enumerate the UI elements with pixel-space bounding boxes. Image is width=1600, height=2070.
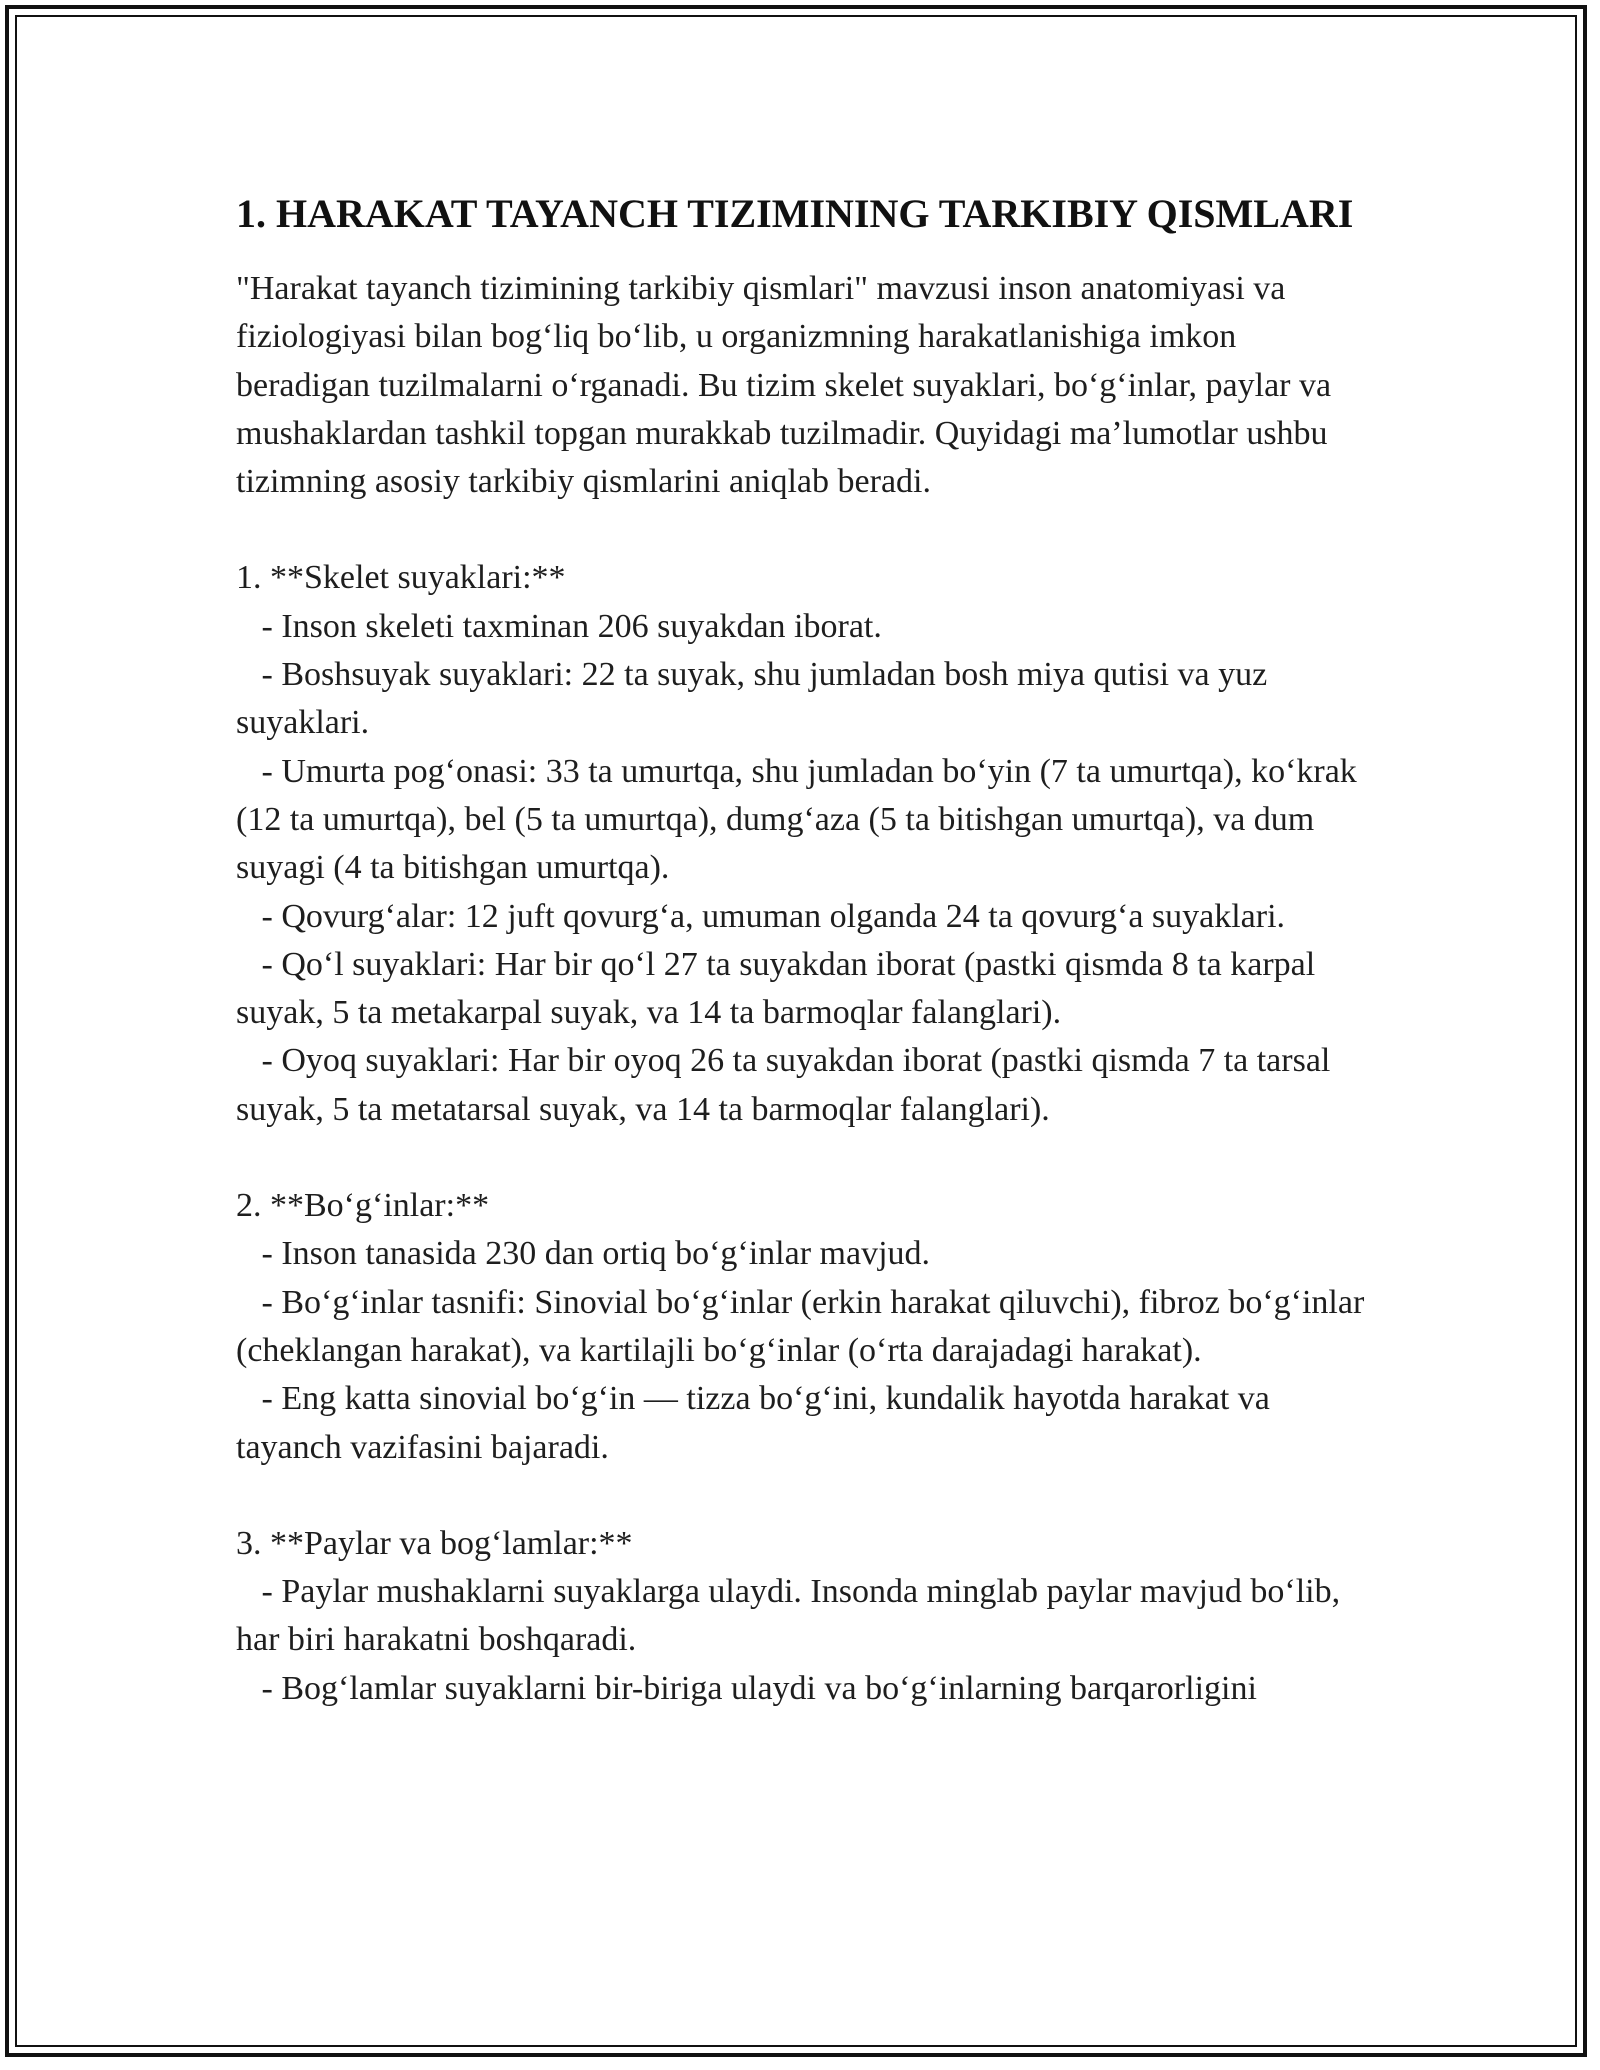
intro-paragraph: "Harakat tayanch tizimining tarkibiy qismlari" mavzusi inson anatomiyasi va fiziologiyasi bilan bog‘liq bo‘lib, u organizmning harakatlanishiga imkon beradigan tuzilmalarni o‘rganadi. Bu tizim skelet suyaklari, bo‘g‘inlar, paylar va mushaklardan tashkil topgan murakkab tuzilmadir. Quyidagi ma’lumotlar ushbu tizimning asosiy tarkibiy qismlarini aniqlab beradi. [236,270,1332,501]
bullet-indent [236,1573,262,1610]
section-heading: 1. **Skelet suyaklari:** [236,559,566,597]
bullet-text: - Qovurg‘alar: 12 juft qovurg‘a, umuman olganda 24 ta qovurg‘a suyaklari. [261,897,1286,935]
document-body [236,186,1366,1713]
bullet-text: - Eng katta sinovial bo‘g‘in — tizza bo‘g‘ini, kundalik hayotda harakat va tayanch vazifasini bajaradi. [236,1380,1270,1466]
section-bullet [236,941,1366,1038]
bullet-text: - Boshsuyak suyaklari: 22 ta suyak, shu jumladan bosh miya qutisi va yuz suyaklari. [236,656,1268,742]
bullet-indent [236,1670,262,1707]
section-spacer [236,506,1366,554]
section-bullet [236,1037,1366,1134]
bullet-indent [236,1284,262,1321]
bullet-text: - Umurta pog‘onasi: 33 ta umurtqa, shu jumladan bo‘yin (7 ta umurtqa), ko‘krak (12 ta umurtqa), bel (5 ta umurtqa), dumg‘aza (5 ta bitishgan umurtqa), va dum suyagi (4 ta bitishgan umurtqa). [236,752,1357,887]
bullet-indent [236,753,262,790]
section-bullet [236,893,1366,941]
sections-container [236,506,1366,1713]
bullet-text: - Paylar mushaklarni suyaklarga ulaydi. Insonda minglab paylar mavjud bo‘lib, har biri harakatni boshqaradi. [236,1573,1341,1659]
section-bullet [236,1568,1366,1665]
bullet-indent [236,946,262,983]
bullet-indent [236,608,262,645]
bullet-indent [236,1235,262,1272]
section-bullet [236,1230,1366,1278]
bullet-text: - Qo‘l suyaklari: Har bir qo‘l 27 ta suyakdan iborat (pastki qismda 8 ta karpal suyak, 5 ta metakarpal suyak, va 14 ta barmoqlar falanglari). [236,945,1316,1032]
bullet-text: - Inson skeleti taxminan 206 suyakdan iborat. [261,607,882,645]
document-title: 1. HARAKAT TAYANCH TIZIMINING TARKIBIY QISMLARI [236,191,1354,236]
bullet-text: - Oyoq suyaklari: Har bir oyoq 26 ta suyakdan iborat (pastki qismda 7 ta tarsal suyak, 5 ta metatarsal suyak, va 14 ta barmoqlar falanglari). [236,1042,1331,1128]
section-heading: 3. **Paylar va bog‘lamlar:** [236,1524,633,1562]
bullet-text: - Bog‘lamlar suyaklarni bir-biriga ulaydi va bo‘g‘inlarning barqarorligini [261,1669,1257,1707]
bullet-indent [236,1380,262,1417]
section-bullet [236,651,1366,748]
section-bullet [236,1665,1366,1713]
section-bullet [236,1375,1366,1472]
section-bullet [236,1279,1366,1376]
section-spacer [236,1134,1366,1182]
bullet-indent [236,656,262,693]
bullet-indent [236,1042,262,1079]
section-bullet [236,603,1366,651]
section-heading: 2. **Bo‘g‘inlar:** [236,1187,490,1225]
bullet-indent [236,898,262,935]
section-spacer [236,1472,1366,1520]
bullet-text: - Bo‘g‘inlar tasnifi: Sinovial bo‘g‘inlar (erkin harakat qiluvchi), fibroz bo‘g‘inlar (cheklangan harakat), va kartilajli bo‘g‘inlar (o‘rta darajadagi harakat). [236,1283,1365,1369]
section-bullet [236,748,1366,893]
bullet-text: - Inson tanasida 230 dan ortiq bo‘g‘inlar mavjud. [261,1235,931,1273]
